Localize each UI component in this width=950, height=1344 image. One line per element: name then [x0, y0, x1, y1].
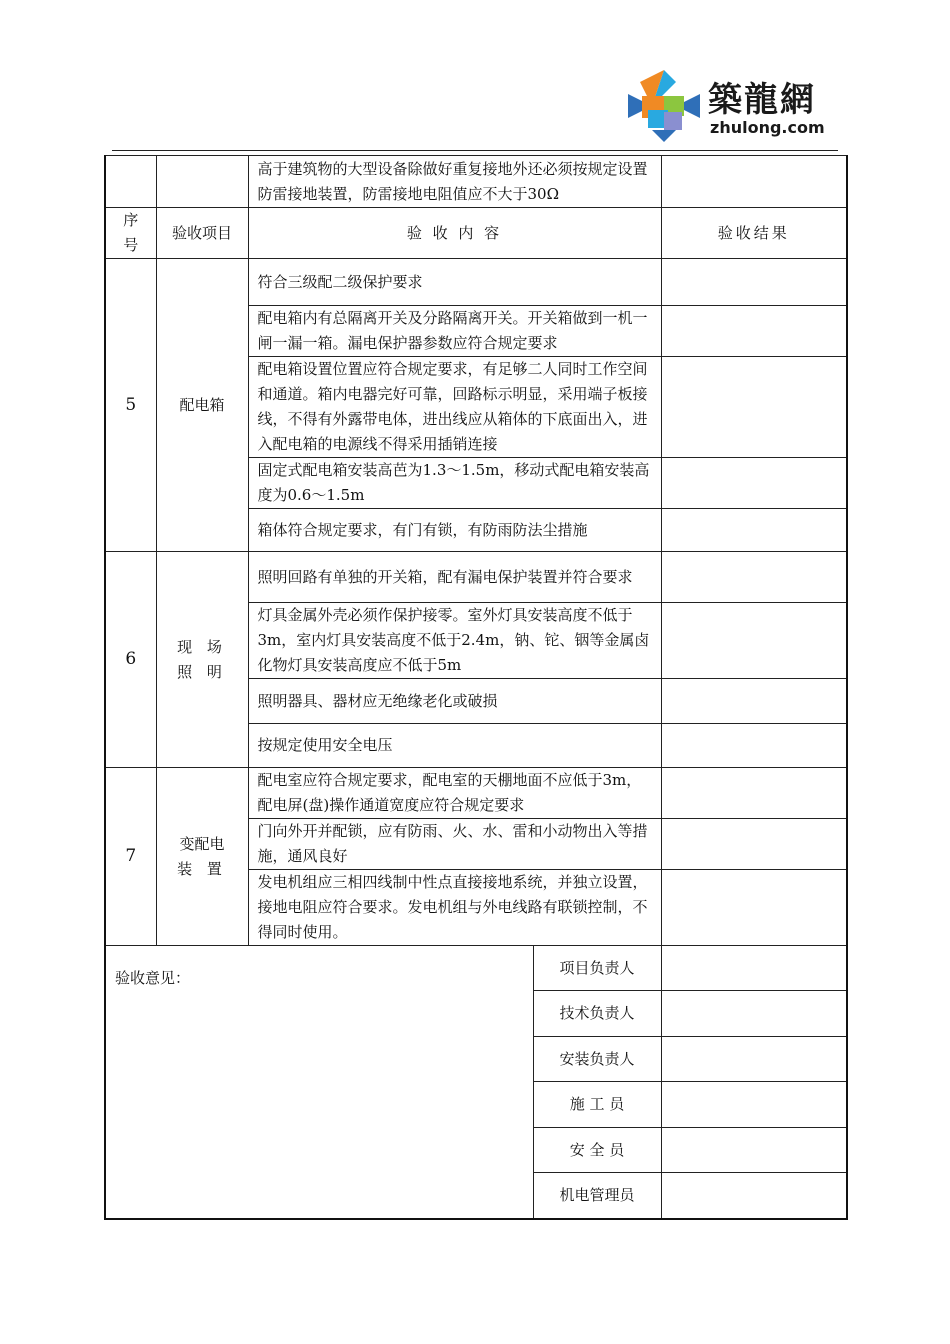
- signature-field[interactable]: [661, 1082, 847, 1128]
- header-item: 验收项目: [156, 208, 248, 259]
- result-cell[interactable]: [661, 357, 847, 458]
- result-cell[interactable]: [661, 306, 847, 357]
- signature-field[interactable]: [661, 1037, 847, 1082]
- section-6-item-line2: 照 明: [177, 662, 227, 681]
- signer-label-constructor: 施 工 员: [533, 1082, 661, 1128]
- result-cell[interactable]: [661, 870, 847, 946]
- continuation-row: [105, 156, 847, 208]
- section-5-content-5: 箱体符合规定要求，有门有锁，有防雨防法尘措施: [248, 509, 661, 552]
- section-5-no: 5: [105, 259, 156, 552]
- opinion-label: 验收意见：: [115, 969, 191, 987]
- header-content: 验 收 内 容: [248, 208, 661, 259]
- signer-row: [105, 946, 847, 991]
- result-cell[interactable]: [661, 603, 847, 679]
- section-6-content-1: 照明回路有单独的开关箱，配有漏电保护装置并符合要求: [248, 552, 661, 603]
- signer-label-safety-officer: 安 全 员: [533, 1128, 661, 1173]
- result-cell[interactable]: [661, 724, 847, 768]
- section-6-no: 6: [105, 552, 156, 768]
- table-row: [105, 259, 847, 306]
- signature-field[interactable]: [661, 991, 847, 1037]
- result-cell[interactable]: [661, 259, 847, 306]
- signer-label-project-lead: 项目负责人: [533, 946, 661, 991]
- signature-field[interactable]: [661, 1128, 847, 1173]
- section-6-item: [156, 552, 248, 768]
- signer-label-installation-lead: 安装负责人: [533, 1037, 661, 1082]
- table-row: [105, 552, 847, 603]
- section-5-content-1: 符合三级配二级保护要求: [248, 259, 661, 306]
- logo-text-url: zhulong.com: [710, 118, 825, 137]
- header-no: 序号: [105, 208, 156, 259]
- table-row: [105, 768, 847, 819]
- section-5-content-4: 固定式配电箱安装高芭为1.3～1.5m，移动式配电箱安装高度为0.6～1.5m: [248, 458, 661, 509]
- header-result: 验收结果: [661, 208, 847, 259]
- section-6-content-4: 按规定使用安全电压: [248, 724, 661, 768]
- result-cell[interactable]: [661, 679, 847, 724]
- acceptance-table: [104, 155, 848, 1220]
- signer-label-technical-lead: 技术负责人: [533, 991, 661, 1037]
- section-6-content-3: 照明器具、器材应无绝缘老化或破损: [248, 679, 661, 724]
- section-7-no: 7: [105, 768, 156, 946]
- opinion-cell[interactable]: [105, 946, 533, 1219]
- logo-mark-icon: [624, 66, 706, 146]
- section-7-item-line2: 装 置: [177, 859, 227, 878]
- result-cell[interactable]: [661, 552, 847, 603]
- signature-field[interactable]: [661, 946, 847, 991]
- section-7-content-2: 门向外开并配锁，应有防雨、火、水、雷和小动物出入等措施，通风良好: [248, 819, 661, 870]
- signer-label-mep-manager: 机电管理员: [533, 1173, 661, 1219]
- section-7-content-1: 配电室应符合规定要求，配电室的天棚地面不应低于3m，配电屏(盘)操作通道宽度应符合规定要求: [248, 768, 661, 819]
- header-rule: [112, 150, 838, 151]
- continuation-item-cell: [156, 156, 248, 208]
- section-5-content-3: 配电箱设置位置应符合规定要求，有足够二人同时工作空间和通道。箱内电器完好可靠，回路标示明显，采用端子板接线，不得有外露带电体，进出线应从箱体的下底面出入，进入配电箱的电源线不得采用插销连接: [248, 357, 661, 458]
- continuation-result-cell: [661, 156, 847, 208]
- result-cell[interactable]: [661, 819, 847, 870]
- result-cell[interactable]: [661, 458, 847, 509]
- continuation-content: 高于建筑物的大型设备除做好重复接地外还必须按规定设置防雷接地装置，防雷接地电阻值应不大于30Ω: [248, 156, 661, 208]
- section-7-item: [156, 768, 248, 946]
- section-6-content-2: 灯具金属外壳必须作保护接零。室外灯具安装高度不低于3m，室内灯具安装高度不低于2.4m，钠、铊、铟等金属卤化物灯具安装高度应不低于5m: [248, 603, 661, 679]
- continuation-no-cell: [105, 156, 156, 208]
- zhulong-logo: [624, 66, 839, 146]
- signature-field[interactable]: [661, 1173, 847, 1219]
- header-row: [105, 208, 847, 259]
- result-cell[interactable]: [661, 768, 847, 819]
- logo-text-chinese: 築龍網: [708, 80, 816, 120]
- result-cell[interactable]: [661, 509, 847, 552]
- section-7-item-line1: 变配电: [179, 834, 225, 853]
- section-5-content-2: 配电箱内有总隔离开关及分路隔离开关。开关箱做到一机一闸一漏一箱。漏电保护器参数应符合规定要求: [248, 306, 661, 357]
- section-5-item: 配电箱: [156, 259, 248, 552]
- section-6-item-line1: 现 场: [177, 637, 227, 656]
- section-7-content-3: 发电机组应三相四线制中性点直接接地系统，并独立设置，接地电阻应符合要求。发电机组与外电线路有联锁控制，不得同时使用。: [248, 870, 661, 946]
